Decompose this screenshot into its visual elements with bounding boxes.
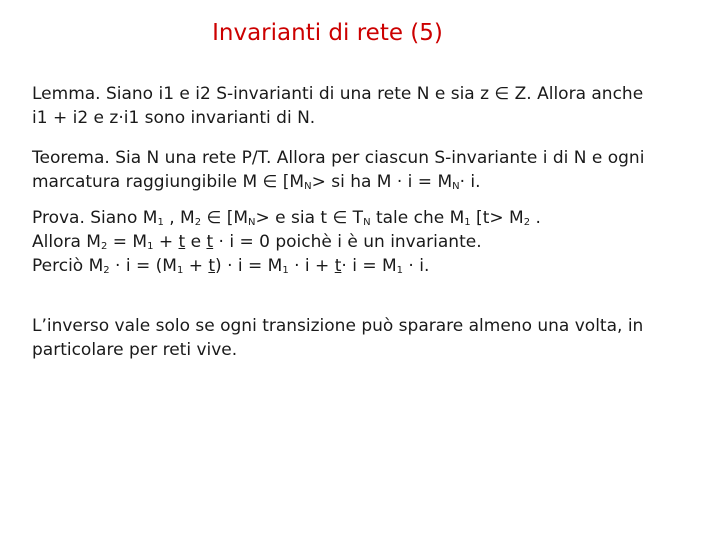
text-segment: Prova. Siano M bbox=[32, 208, 158, 228]
inverso-paragraph bbox=[32, 314, 717, 362]
teorema-paragraph bbox=[32, 146, 717, 194]
prova-line-3 bbox=[32, 254, 717, 278]
text-segment: · i. bbox=[403, 256, 430, 276]
subscript: 1 bbox=[464, 217, 471, 228]
text-segment: + bbox=[153, 232, 179, 252]
text-segment: · i = 0 poichè i è un invariante. bbox=[213, 232, 482, 252]
prova-line-2 bbox=[32, 230, 717, 254]
lemma-line-2: i1 + i2 e z·i1 sono invarianti di N. bbox=[32, 108, 316, 128]
text-segment: · i. bbox=[459, 172, 481, 192]
slide-title: Invarianti di rete (5) bbox=[212, 20, 443, 46]
subscript: N bbox=[452, 181, 460, 192]
text-segment: ) · i = M bbox=[215, 256, 283, 276]
teorema-line-1: Teorema. Sia N una rete P/T. Allora per ciascun S-invariante i di N e ogni bbox=[32, 148, 645, 168]
text-segment: marcatura raggiungibile M ∈ [M bbox=[32, 172, 305, 192]
subscript: 2 bbox=[194, 217, 202, 228]
underlined-t: t bbox=[178, 232, 186, 252]
text-segment: > e sia t ∈ T bbox=[255, 208, 364, 228]
inverso-line-2: particolare per reti vive. bbox=[32, 340, 238, 360]
subscript: 2 bbox=[100, 241, 108, 252]
text-segment: = M bbox=[107, 232, 148, 252]
lemma-line-1: Lemma. Siano i1 e i2 S-invarianti di una rete N e sia z ∈ Z. Allora anche bbox=[32, 84, 644, 104]
underlined-t: t bbox=[208, 256, 216, 276]
subscript: 1 bbox=[282, 265, 289, 276]
subscript: 2 bbox=[103, 265, 110, 276]
lemma-paragraph bbox=[32, 82, 717, 130]
subscript: 1 bbox=[176, 265, 184, 276]
text-segment: e bbox=[185, 232, 207, 252]
subscript: N bbox=[248, 217, 256, 228]
text-segment: Allora M bbox=[32, 232, 101, 252]
subscript: 1 bbox=[157, 217, 164, 228]
subscript: N bbox=[363, 217, 371, 228]
text-segment: . bbox=[530, 208, 541, 228]
text-segment: ∈ [M bbox=[201, 208, 248, 228]
text-segment: + bbox=[183, 256, 209, 276]
subscript: 1 bbox=[396, 265, 404, 276]
text-segment: tale che M bbox=[370, 208, 465, 228]
text-segment: · i + bbox=[288, 256, 335, 276]
text-segment: [t> M bbox=[470, 208, 524, 228]
teorema-line-2 bbox=[32, 170, 717, 194]
prova-paragraph bbox=[32, 206, 717, 278]
text-segment: , M bbox=[163, 208, 195, 228]
subscript: N bbox=[304, 181, 312, 192]
subscript: 1 bbox=[147, 241, 154, 252]
text-segment: Perciò M bbox=[32, 256, 104, 276]
text-segment: · i = M bbox=[341, 256, 397, 276]
prova-line-1 bbox=[32, 206, 717, 230]
underlined-t: t bbox=[334, 256, 342, 276]
underlined-t: t bbox=[206, 232, 214, 252]
inverso-line-1: L’inverso vale solo se ogni transizione può sparare almeno una volta, in bbox=[32, 316, 644, 336]
subscript: 2 bbox=[523, 217, 531, 228]
text-segment: · i = (M bbox=[109, 256, 177, 276]
text-segment: > si ha M · i = M bbox=[311, 172, 453, 192]
